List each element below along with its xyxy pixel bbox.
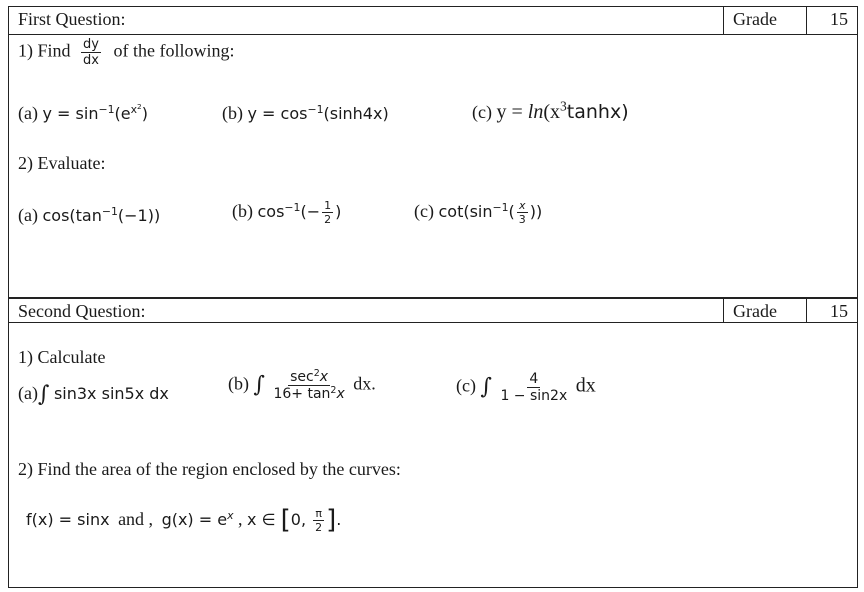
first-q1-a-expr: $y = \sin^{-1}(e^{x^2})$ — [42, 101, 148, 123]
comma: , — [238, 509, 243, 529]
second-q1-b-label: (b) — [228, 373, 249, 394]
second-q2-title: 2) Find the area of the region enclosed by the curves: — [18, 459, 401, 479]
f-function: f(x) = sinx — [26, 510, 110, 529]
first-q2-a — [18, 206, 160, 224]
second-q1-b — [228, 367, 376, 402]
second-q1-a-expr: sin3x sin5x dx — [53, 384, 169, 403]
first-question-title: First Question: — [18, 9, 126, 29]
second-q1-b-suffix: dx. — [353, 373, 376, 394]
first-q1-b-expr: $y = \cos^{-1}(\sinh 4x)$ — [247, 103, 389, 123]
four-numerator: 4 — [529, 371, 539, 387]
first-q1-c — [472, 98, 629, 123]
integral-sign: ∫ — [480, 374, 492, 400]
dy-dx-fraction — [81, 38, 101, 67]
second-grade-label: Grade — [733, 301, 777, 321]
sec-numerator: $\sec^2x$ — [290, 367, 329, 385]
first-q2-b-label: (b) — [232, 201, 253, 221]
first-q1-suffix: of the following: — [113, 40, 235, 61]
first-grade-label: Grade — [733, 9, 777, 29]
second-grade-value: 15 — [830, 301, 848, 321]
dy-dx-denominator: dx — [83, 53, 99, 68]
second-q1-a-label: (a) — [18, 383, 38, 403]
one-half-fraction: $\frac{1}{2}$ — [324, 199, 332, 226]
integral-sign: ∫ — [37, 382, 50, 407]
second-q2-functions — [26, 505, 342, 535]
pi-over-2-fraction: $\frac{\pi}{2}$ — [315, 507, 323, 534]
first-q1-prefix: 1) Find — [18, 40, 71, 61]
second-q1-c-suffix: dx — [575, 374, 596, 397]
second-question-title: Second Question: — [18, 301, 146, 321]
first-q2-c — [414, 200, 542, 225]
integral-sign: ∫ — [253, 372, 265, 398]
first-q2-b — [232, 200, 341, 225]
first-q2-title: 2) Evaluate: — [18, 153, 106, 173]
domain-expr: x ∈ [0, $\frac{\pi}{2}$ ]. — [247, 505, 342, 535]
first-q1-b — [222, 104, 389, 122]
second-question-box — [8, 298, 858, 588]
first-grade-value: 15 — [830, 9, 848, 29]
sin-denominator: 1 − sin2x — [500, 388, 568, 404]
first-q1-b-label: (b) — [222, 103, 243, 123]
first-q1-c-expr: $y = \ln(x^3\tanh x)$ — [496, 98, 629, 123]
second-q1-title: 1) Calculate — [18, 347, 106, 367]
first-q2-a-expr: $\cos(\tan^{-1}(-1))$ — [42, 205, 161, 225]
sec-over-tan-fraction — [271, 367, 346, 402]
second-q1-c — [456, 372, 596, 403]
second-q1-c-label: (c) — [456, 375, 476, 396]
first-q2-a-label: (a) — [18, 205, 38, 225]
first-q1-line — [18, 38, 234, 67]
first-q2-b-expr: $\cos^{-1}(-$ $\frac{1}{2}$ ) — [257, 199, 342, 226]
tan-denominator: $16+ \tan^2x$ — [273, 384, 345, 402]
first-q1-c-label: (c) — [472, 102, 492, 122]
first-q2-c-expr: $\cot(\sin^{-1}$( $\frac{x}{3}$ )) — [438, 199, 543, 226]
first-q1-a — [18, 101, 148, 123]
dy-dx-numerator: dy — [83, 37, 99, 52]
g-function: $g(x) = e^x$ — [161, 509, 234, 529]
x-over-3-fraction: $\frac{x}{3}$ — [518, 199, 526, 226]
four-over-sin-fraction — [498, 372, 569, 403]
first-q1-a-label: (a) — [18, 103, 38, 123]
second-q1-a — [18, 384, 169, 406]
and-word: and , — [118, 509, 154, 529]
first-q2-c-label: (c) — [414, 201, 434, 221]
